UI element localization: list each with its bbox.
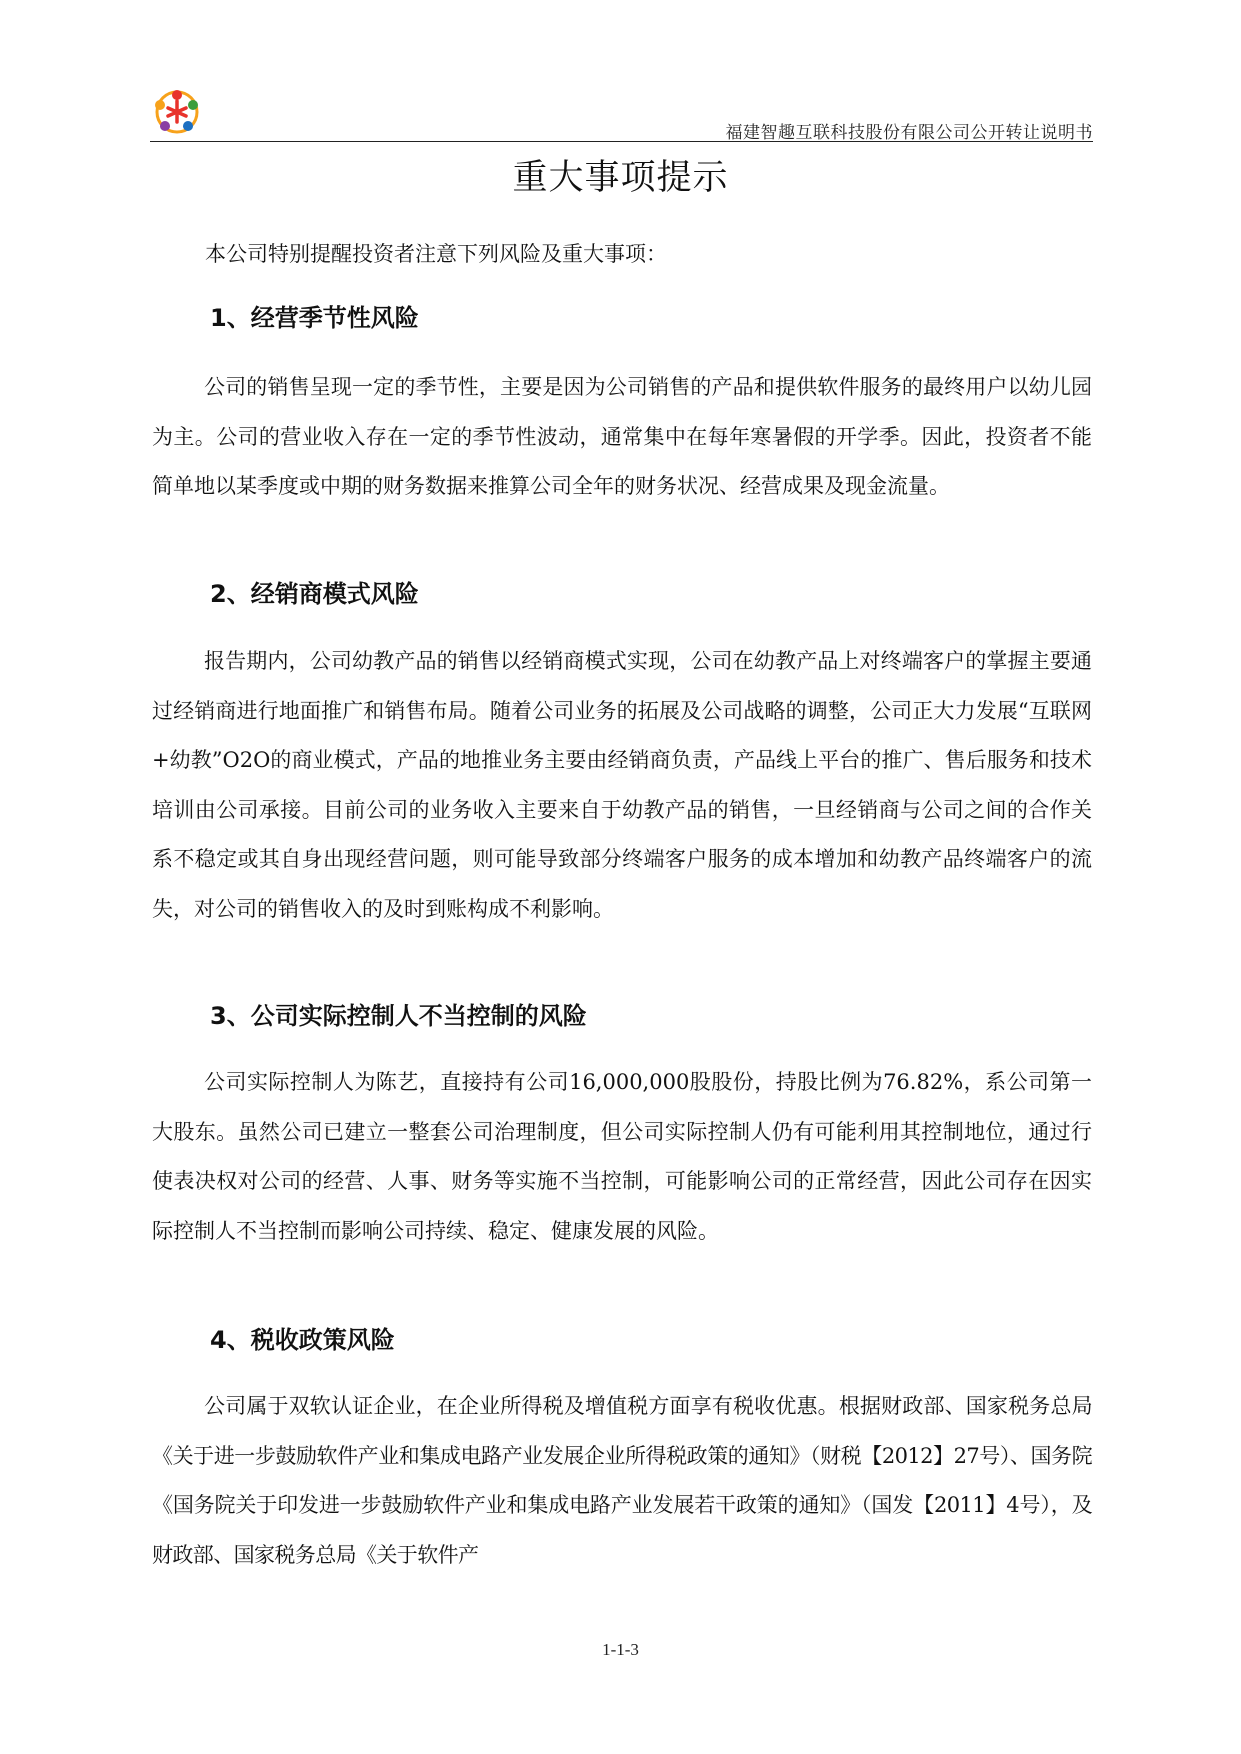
intro-text: 本公司特别提醒投资者注意下列风险及重大事项： [205,242,667,266]
header-document-title: 福建智趣互联科技股份有限公司公开转让说明书 [725,123,1093,143]
header-divider [150,141,1093,142]
section-body-distributor: 报告期内，公司幼教产品的销售以经销商模式实现，公司在幼教产品上对终端客户的掌握主要通过经销商进行地面推广和销售布局。随着公司业务的拓展及公司战略的调整，公司正大力发展“互联网+幼教”O2O的商业模式，产品的地推业务主要由经销商负责，产品线上平台的推广、售后服务和技术培训由公司承接。目前公司的业务收入主要来自于幼教产品的销售，一旦经销商与公司之间的合作关系不稳定或其自身出现经营问题，则可能导致部分终端客户服务的成本增加和幼教产品终端客户的流失，对公司的销售收入的及时到账构成不利影响。 [152,649,1092,921]
section-body-tax-policy: 公司属于双软认证企业，在企业所得税及增值税方面享有税收优惠。根据财政部、国家税务总局《关于进一步鼓励软件产业和集成电路产业发展企业所得税政策的通知》（财税【2012】27号）、国务院《国务院关于印发进一步鼓励软件产业和集成电路产业发展若干政策的通知》（国发【2011】4号），及财政部、国家税务总局《关于软件产 [152,1394,1092,1567]
page-title: 重大事项提示 [512,158,729,198]
page-number: 1-1-3 [602,1640,639,1659]
section-heading-controller: 3、公司实际控制人不当控制的风险 [210,1002,587,1030]
section-heading-tax-policy: 4、税收政策风险 [210,1326,395,1354]
company-logo-icon [150,88,204,136]
section-body-controller: 公司实际控制人为陈艺，直接持有公司16,000,000股股份，持股比例为76.82%，系公司第一大股东。虽然公司已建立一整套公司治理制度，但公司实际控制人仍有可能利用其控制地位，通过行使表决权对公司的经营、人事、财务等实施不当控制，可能影响公司的正常经营，因此公司存在因实际控制人不当控制而影响公司持续、稳定、健康发展的风险。 [152,1070,1092,1243]
section-heading-seasonality: 1、经营季节性风险 [210,304,419,332]
section-heading-distributor: 2、经销商模式风险 [210,580,419,608]
section-body-seasonality: 公司的销售呈现一定的季节性，主要是因为公司销售的产品和提供软件服务的最终用户以幼儿园为主。公司的营业收入存在一定的季节性波动，通常集中在每年寒暑假的开学季。因此，投资者不能简单地以某季度或中期的财务数据来推算公司全年的财务状况、经营成果及现金流量。 [152,375,1092,498]
